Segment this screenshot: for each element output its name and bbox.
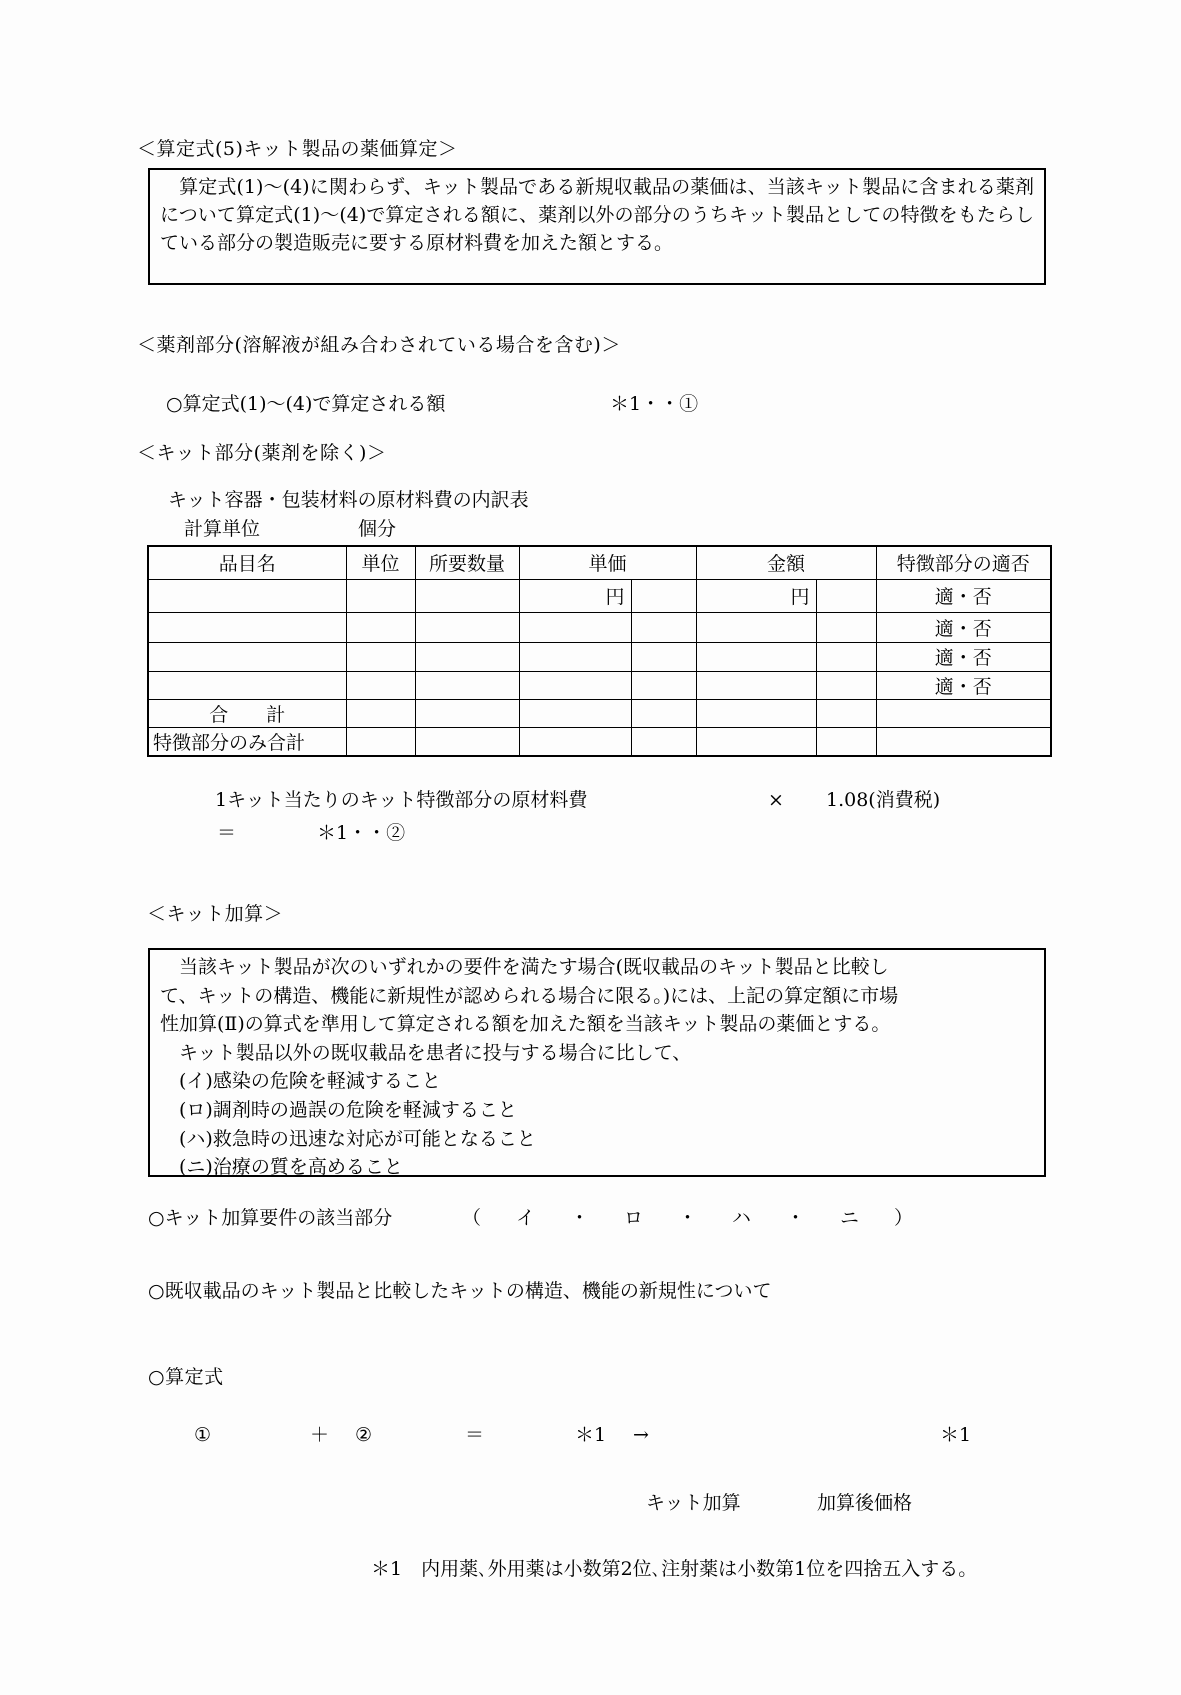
col-header-item: 品目名 [148,546,346,579]
kit-materials-table [147,545,1052,757]
amount-cell [696,612,816,642]
kit-addition-box-line: て、キットの構造、機能に新規性が認められる場合に限る。)には、上記の算定額に市場 [160,984,899,1007]
kit-table-caption: キット容器・包装材料の原材料費の内訳表 [168,489,529,511]
unit-price-sub-cell [631,612,696,642]
unit-price-cell [519,642,631,671]
feature-choice-cell: 適・否 [876,612,1051,642]
novelty-statement-label: ○既収載品のキット製品と比較したキットの構造、機能の新規性について [148,1280,772,1302]
unit-price-sub-cell [631,727,696,756]
qty-cell [415,671,519,699]
kit-addition-box-line: 当該キット製品が次のいずれかの要件を満たす場合(既収載品のキット製品と比較し [160,956,889,978]
kit-addition-requirement-ni: (ニ)治療の質を高めること [160,1156,403,1179]
table-row [148,671,1051,699]
unit-cell [346,671,415,699]
unit-cell [346,612,415,642]
price-after-addition-label: 加算後価格 [817,1492,913,1514]
unit-cell [346,699,415,727]
section-heading-drug-part: ＜薬剤部分(溶解液が組み合わされている場合を含む)＞ [137,334,621,356]
amount-cell [696,642,816,671]
unit-price-yen-cell: 円 [519,579,631,612]
qty-cell [415,727,519,756]
calc-unit-value: 個分 [358,518,397,540]
formula-token-note-ref-2: ＊1 [940,1424,972,1446]
equals-sign: ＝ [217,822,237,844]
kit-addition-requirement-ha: (ハ)救急時の迅速な対応が可能となること [160,1127,536,1150]
formula-token-arrow: → [633,1424,649,1446]
amount-sub-cell [816,612,876,642]
feature-choice-cell: 適・否 [876,579,1051,612]
amount-cell [696,671,816,699]
kit-addition-requirement-i: (イ)感染の危険を軽減すること [160,1070,441,1093]
amount-sub-cell [816,642,876,671]
section-heading-final-formula: ○算定式 [148,1366,224,1388]
amount-cell [696,699,816,727]
qty-cell [415,699,519,727]
unit-cell [346,642,415,671]
amount-sub-cell [816,699,876,727]
drug-part-formula-label: ○算定式(1)～(4)で算定される額 [166,393,446,415]
feature-cell [876,699,1051,727]
amount-sub-cell [816,671,876,699]
unit-price-cell [519,612,631,642]
item-cell [148,612,346,642]
kit-cost-line-label: 1キット当たりのキット特徴部分の原材料費 [215,789,588,811]
feature-choice-cell: 適・否 [876,671,1051,699]
rounding-note: ＊1 内用薬､外用薬は小数第2位､注射薬は小数第1位を四捨五入する。 [371,1558,978,1580]
kit-addition-requirement-ro: (ロ)調剤時の過誤の危険を軽減すること [160,1098,517,1121]
formula-token-equals: ＝ [465,1424,485,1446]
table-total-row [148,699,1051,727]
formula-token-note-ref-1: ＊1 [575,1424,607,1446]
kit-cost-ref: ＊1・・② [317,822,406,844]
unit-price-sub-cell [631,642,696,671]
calc5-box-paragraph: 算定式(1)～(4)に関わらず、キット製品である新規収載品の薬価は、当該キット製品に含まれる薬剤について算定式(1)～(4)で算定される額に、薬剤以外の部分のうちキット製品としての特徴をもたらしている部分の製造販売に要する原材料費を加えた額とする。 [160,176,1034,254]
section-heading-calc5: ＜算定式(5)キット製品の薬価算定＞ [137,138,458,160]
amount-yen-cell: 円 [696,579,816,612]
table-feature-total-row [148,727,1051,756]
col-header-unit-price: 単価 [519,546,696,579]
kit-addition-box-line: 性加算(Ⅱ)の算式を準用して算定される額を加えた額を当該キット製品の薬価とする。 [160,1013,891,1036]
feature-total-label-cell: 特徴部分のみ合計 [148,727,346,756]
col-header-feature: 特徴部分の適否 [876,546,1051,579]
unit-price-cell [519,699,631,727]
table-row [148,642,1051,671]
amount-sub-cell [816,579,876,612]
unit-cell [346,579,415,612]
section-heading-kit-part: ＜キット部分(薬剤を除く)＞ [137,442,387,464]
formula-token-plus: ＋ [310,1424,330,1446]
consumption-tax-factor: 1.08(消費税) [826,789,941,811]
unit-price-cell [519,671,631,699]
item-cell [148,671,346,699]
calc-unit-label: 計算単位 [184,518,261,540]
feature-choice-cell: 適・否 [876,642,1051,671]
kit-addition-box-line: キット製品以外の既収載品を患者に投与する場合に比して、 [160,1041,692,1064]
item-cell [148,579,346,612]
item-cell [148,642,346,671]
table-header-row [148,546,1051,579]
kit-addition-result-label: キット加算 [646,1492,741,1514]
unit-price-sub-cell [631,671,696,699]
applicable-requirement-label: ○キット加算要件の該当部分 [148,1207,393,1229]
applicable-requirement-options: （ イ ・ ロ ・ ハ ・ ニ ） [462,1207,922,1229]
qty-cell [415,579,519,612]
multiply-operator: × [768,789,784,811]
drug-part-formula-ref: ＊1・・① [610,393,699,415]
col-header-qty: 所要数量 [415,546,519,579]
unit-price-sub-cell [631,699,696,727]
table-row [148,579,1051,612]
unit-price-sub-cell [631,579,696,612]
feature-cell [876,727,1051,756]
formula-token-circle2: ② [355,1424,373,1446]
table-row [148,612,1051,642]
formula-token-circle1: ① [194,1424,212,1446]
amount-sub-cell [816,727,876,756]
unit-price-cell [519,727,631,756]
section-heading-kit-addition: ＜キット加算＞ [147,903,284,925]
qty-cell [415,612,519,642]
calc5-text-box [148,168,1046,285]
unit-cell [346,727,415,756]
col-header-amount: 金額 [696,546,876,579]
qty-cell [415,642,519,671]
col-header-unit: 単位 [346,546,415,579]
kit-addition-text-box [148,948,1046,1177]
total-label-cell: 合 計 [148,699,346,727]
amount-cell [696,727,816,756]
